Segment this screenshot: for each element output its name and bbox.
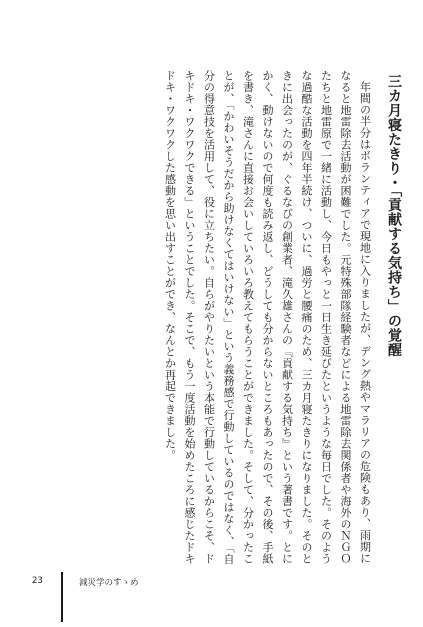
section-heading: 三カ月寝たきり・「貢献する気持ち」の覚醒 <box>386 74 402 357</box>
footer-rule <box>61 572 63 622</box>
text-line: ドキ・ワクワクした感動を思い出すことができ、なんとか再起できました。 <box>163 70 177 461</box>
text-line: きに出会ったのが、ぐるなびの創業者、滝久雄さんの『貢献する気持ち』という著書です。とに <box>280 70 294 565</box>
text-line: たちと地雷原で一緒に活動し、今日もやっと一日生き延びたというような毎日でした。そのよう <box>319 70 333 565</box>
text-line: キドキ・ワクワクできる」ということでした。そこで、もう一度活動を始めたころに感じたドキ <box>183 70 196 565</box>
text-line: を書き、滝さんに直接お会いしていろいろ教えてもらうことができました。そして、分かったこ <box>241 70 255 565</box>
vertical-text-body <box>160 70 403 565</box>
text-line: とが、「かわいそうだから助けなくてはいけない」という義務感で行動しているのではなく、「自 <box>222 70 235 565</box>
text-line: なると地雷除去活動が困難でした。元特殊部隊経験者などによる地雷除去関係者や海外のＮＧＯ <box>339 70 352 565</box>
text-line: な過酷な活動を四年半続け、ついに、過労と腰痛のため、三カ月寝たきりになりました。そのと <box>300 70 313 565</box>
text-line: 分の得意技を活用して、役に立ちたい。自らがやりたいという本能で行動しているからこそ、ド <box>202 70 216 565</box>
running-head: 減災学のすゝめ <box>79 578 139 588</box>
body-paragraph <box>160 70 375 565</box>
page-number: 23 <box>32 576 43 586</box>
text-line: 年間の半分はボランティアで現地に入りましたが、デング熱やマラリアの危険もあり、雨期に <box>358 81 372 564</box>
text-line: かく、動けないので何度も読み返し、どうしても分からないところもあったので、その後、手紙 <box>261 70 274 565</box>
